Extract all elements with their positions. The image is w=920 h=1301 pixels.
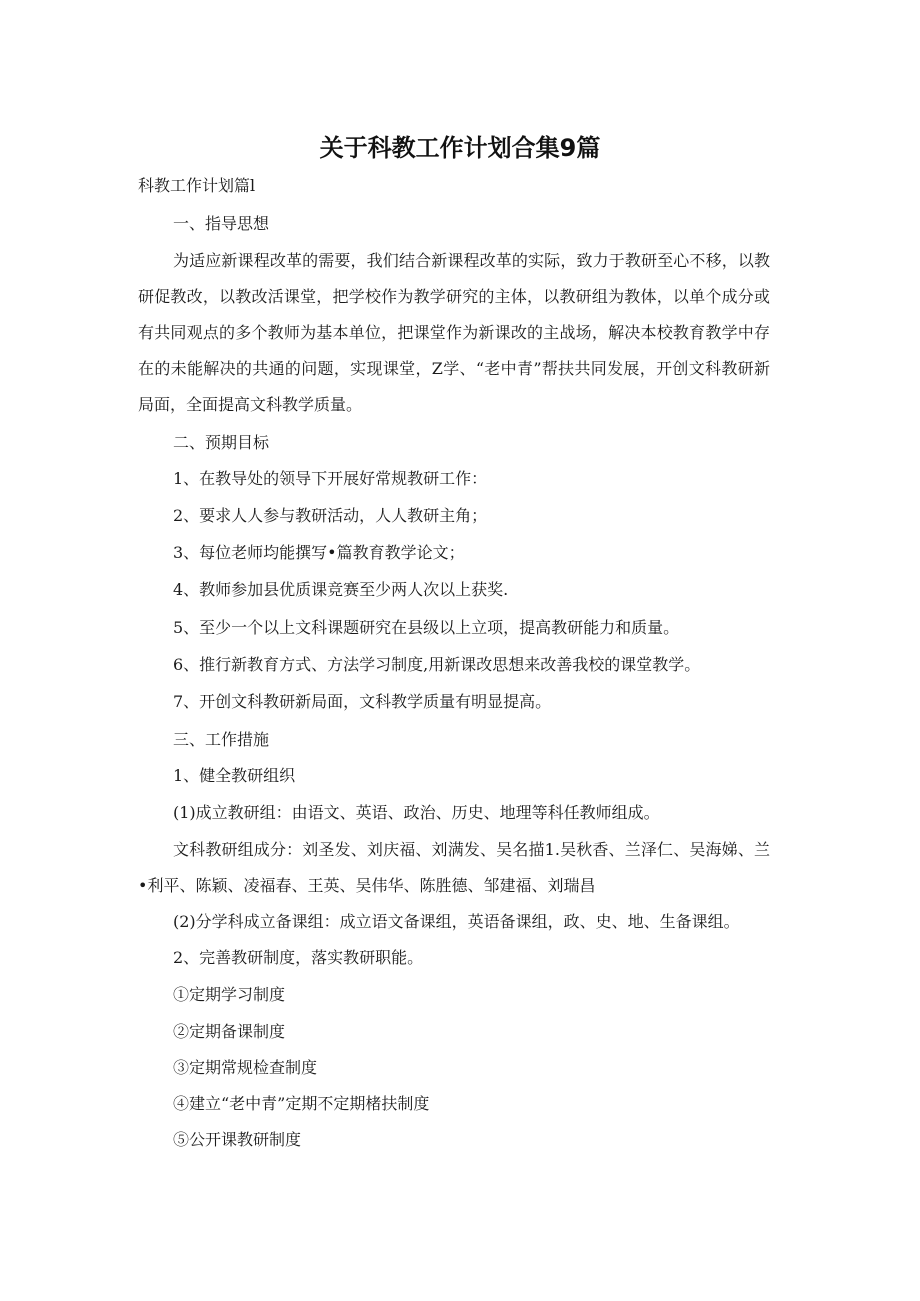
part3-heading: 三、工作措施 xyxy=(173,730,270,749)
measure-sub1: 1、健全教研组织 xyxy=(173,766,296,785)
measure-sub1-a: (1)成立教研组：由语文、英语、政治、历史、地理等科任教师组成。 xyxy=(173,803,660,822)
rule-item: ④建立“老中青”定期不定期楮扶制度 xyxy=(173,1094,430,1113)
document-title: 关于科教工作计划合集9篇 xyxy=(319,134,601,162)
goal-item: 5、至少一个以上文科课题研究在县级以上立项，提高教研能力和质量。 xyxy=(173,618,680,637)
measure-sub2: 2、完善教研制度，落实教研职能。 xyxy=(173,948,424,967)
rule-item: ⑤公开课教研制度 xyxy=(173,1130,302,1149)
rule-item: ①定期学习制度 xyxy=(173,985,286,1004)
part1-heading: 一、指导思想 xyxy=(173,214,270,233)
goal-item: 2、要求人人参与教研活动，人人教研主角； xyxy=(173,506,488,525)
measure-sub1-b: (2)分学科成立备课组：成立语文备课组，英语备课组，政、史、地、生备课组。 xyxy=(173,912,740,931)
part2-heading: 二、预期目标 xyxy=(173,433,270,452)
goal-item: 4、教师参加县优质课竞赛至少两人次以上获奖. xyxy=(173,580,509,599)
goal-item: 3、每位老师均能撰写•篇教育教学论文； xyxy=(173,543,465,562)
goal-item: 1、在教导处的领导下开展好常规教研工作： xyxy=(173,469,488,488)
guiding-thought-paragraph: 为适应新课程改革的需要，我们结合新课程改革的实际，致力于教研至心不移，以教研促教改，以教改活课堂，把学校作为教学研究的主体，以教研组为教体，以单个成分或有共同观点的多个教师为基本单位，把课堂作为新课改的主战场，解决本校教育教学中存在的未能解决的共通的问题，实现课堂，Z学、“老中青”帮扶共同发展，开创文科教研新局面，全面提高文科教学质量。 xyxy=(138,251,770,414)
rule-item: ②定期备课制度 xyxy=(173,1022,286,1041)
goal-item: 7、开创文科教研新局面，文科教学质量有明显提高。 xyxy=(173,692,552,711)
members-paragraph: 文科教研组成分：刘圣发、刘庆福、刘满发、吴名描1.吴秋香、兰泽仁、吴海娣、兰•利平、陈颖、凌福春、王英、吴伟华、陈胜德、邹建福、刘瑞昌 xyxy=(138,840,770,895)
goal-item: 6、推行新教育方式、方法学习制度,用新课改思想来改善我校的课堂教学。 xyxy=(173,655,701,674)
rule-item: ③定期常规检查制度 xyxy=(173,1058,318,1077)
section-heading: 科教工作计划篇l xyxy=(138,176,256,195)
